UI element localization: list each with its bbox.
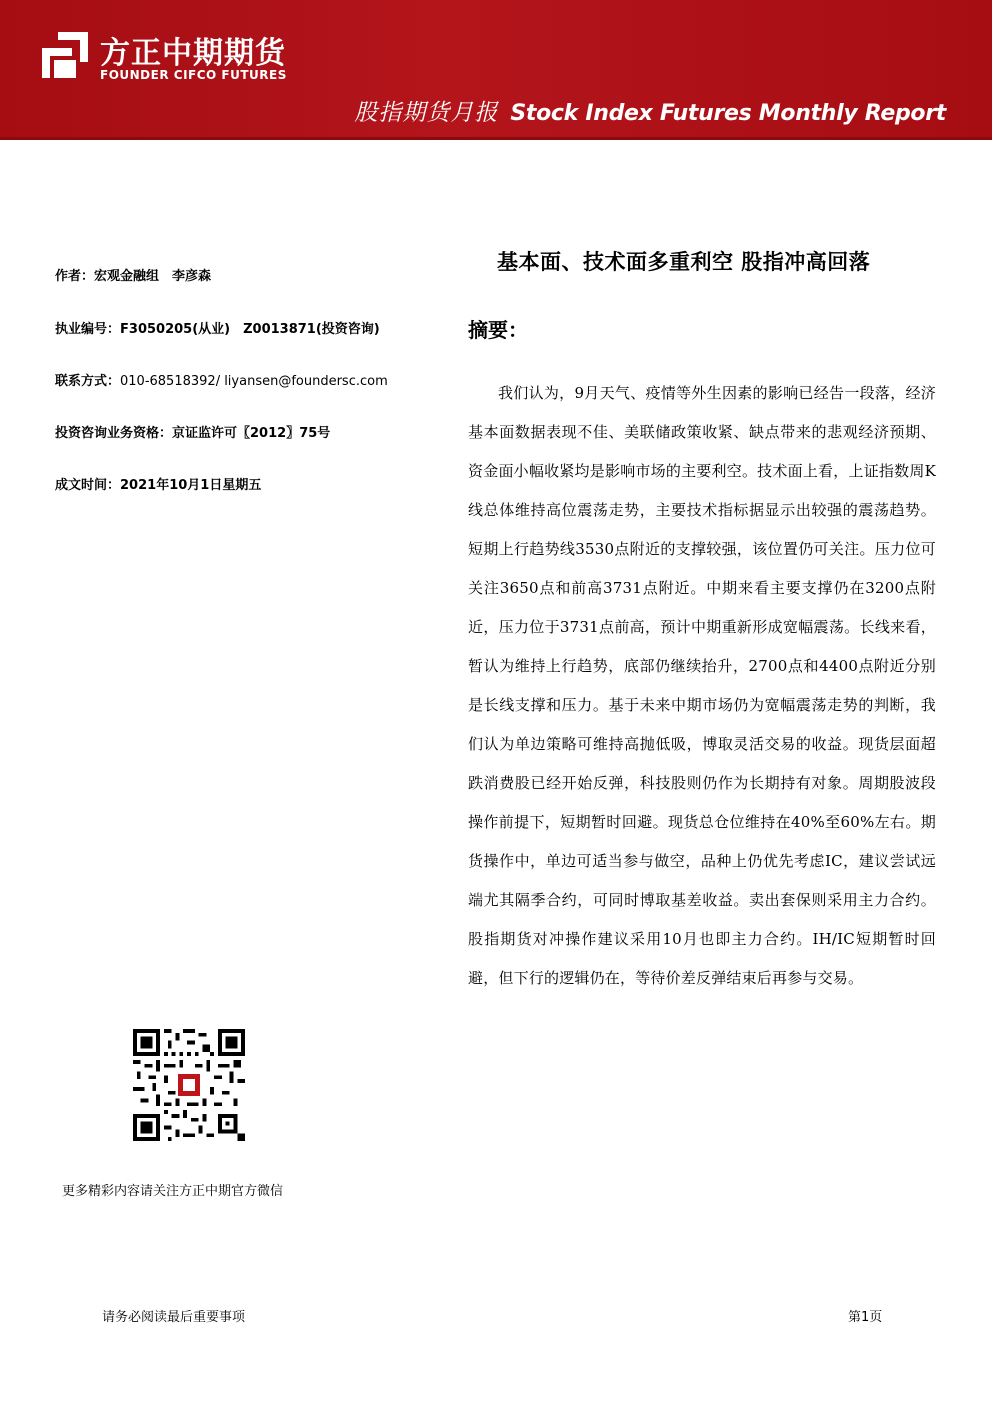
header-banner <box>0 0 992 140</box>
banner-bottom-line <box>0 137 992 140</box>
report-title <box>354 94 946 127</box>
contact-value: 010-68518392/ liyansen@foundersc.com <box>120 374 388 389</box>
company-name-cn: 方正中期期货 <box>100 36 286 71</box>
wechat-qr-code <box>133 1029 245 1141</box>
page-number: 第1页 <box>848 1310 883 1325</box>
abstract-body: 我们认为，9月天气、疫情等外生因素的影响已经告一段落，经济基本面数据表现不佳、美联储政策收紧、缺点带来的悲观经济预期、资金面小幅收紧均是影响市场的主要利空。技术面上看，上证指数周K线总体维持高位震荡走势，主要技术指标据显示出较强的震荡趋势。短期上行趋势线3530点附近的支撑较强，该位置仍可关注。压力位可关注3650点和前高3731点附近。中期来看主要支撑仍在3200点附近，压力位于3731点前高，预计中期重新形成宽幅震荡。长线来看，暂认为维持上行趋势，底部仍继续抬升，2700点和4400点附近分别是长线支撑和压力。基于未来中期市场仍为宽幅震荡走势的判断，我们认为单边策略可维持高抛低吸，博取灵活交易的收益。现货层面超跌消费股已经开始反弹，科技股则仍作为长期持有对象。周期股波段操作前提下，短期暂时回避。现货总仓位维持在40%至60%左右。期货操作中，单边可适当参与做空，品种上仍优先考虑IC，建议尝试远端尤其隔季合约，可同时博取基差收益。卖出套保则采用主力合约。股指期货对冲操作建议采用10月也即主力合约。IH/IC短期暂时回避，但下行的逻辑仍在，等待价差反弹结束后再参与交易。 <box>468 384 936 987</box>
author-line <box>55 265 455 284</box>
date-value: 2021年10月1日星期五 <box>120 478 262 493</box>
date-line <box>55 474 455 493</box>
author-label: 作者： <box>55 269 95 284</box>
license-line <box>55 318 455 337</box>
qr-caption: 更多精彩内容请关注方正中期官方微信 <box>62 1184 284 1199</box>
contact-label: 联系方式： <box>55 374 121 389</box>
report-title-en: Stock Index Futures Monthly Report <box>510 101 946 126</box>
license-value: F3050205(从业) Z0013871(投资咨询) <box>120 322 380 337</box>
qualification-line <box>55 422 455 441</box>
qualification-label: 投资咨询业务资格： <box>55 426 173 441</box>
report-title-cn: 股指期货月报 <box>354 100 499 126</box>
article-headline: 基本面、技术面多重利空 股指冲高回落 <box>497 250 871 274</box>
contact-line <box>55 370 455 389</box>
footer-disclaimer: 请务必阅读最后重要事项 <box>102 1310 246 1325</box>
founder-logo-icon <box>40 30 90 80</box>
company-name-en: FOUNDER CIFCO FUTURES <box>100 68 287 82</box>
author-value: 宏观金融组 李彦森 <box>94 269 212 284</box>
license-label: 执业编号： <box>55 322 121 337</box>
date-label: 成文时间： <box>55 478 121 493</box>
abstract-title: 摘要： <box>468 318 528 342</box>
qualification-value: 京证监许可〖2012〗75号 <box>172 426 331 441</box>
